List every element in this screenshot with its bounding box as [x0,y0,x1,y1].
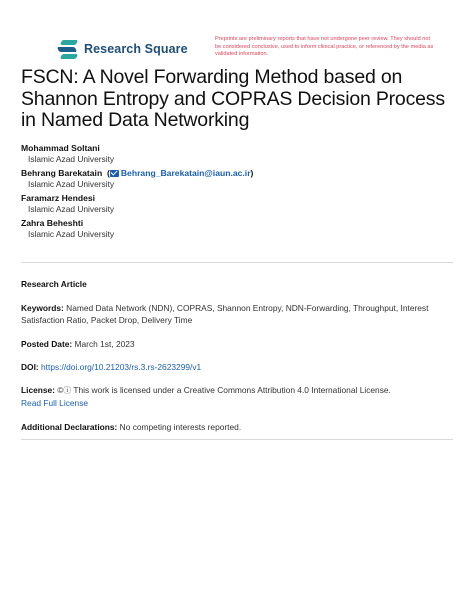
author-name: Zahra Beheshti [21,218,84,228]
article-type-value: Research Article [21,279,87,289]
declarations-value: No competing interests reported. [119,422,242,432]
author-item [21,218,451,240]
author-affiliation: Islamic Azad University [28,204,115,214]
keywords-label: Keywords: [21,303,64,313]
logo-icon [57,39,79,59]
additional-declarations [21,421,453,433]
research-square-logo[interactable] [57,39,188,59]
posted-date [21,338,453,350]
header [57,36,457,66]
keywords [21,302,453,326]
author-affiliation: Islamic Azad University [28,179,115,189]
license-text: This work is licensed under a Creative Commons Attribution 4.0 International License. [73,385,391,395]
license [21,384,453,409]
author-name: Behrang Barekatain [21,168,103,178]
logo-text: Research Square [84,42,188,56]
creative-commons-icon: ©ⓘ [57,386,72,395]
author-affiliation: Islamic Azad University [28,229,115,239]
doi-label: DOI: [21,362,39,372]
declarations-label: Additional Declarations: [21,422,118,432]
author-name-row: Behrang Barekatain ( Behrang_Barekatain@iaun.ac.ir) [21,168,254,178]
divider [21,439,453,440]
author-name: Mohammad Soltani [21,143,100,153]
author-affiliation: Islamic Azad University [28,154,115,164]
paper-title: FSCN: A Novel Forwarding Method based on Shannon Entropy and COPRAS Decision Process in Named Data Networking [21,66,445,131]
divider [21,262,453,263]
doi [21,361,453,373]
author-item [21,193,451,215]
keywords-value: Named Data Network (NDN), COPRAS, Shannon Entropy, NDN-Forwarding, Throughput, Interest Satisfaction Ratio, Packet Drop, Delivery Time [21,303,429,325]
read-full-license-link[interactable]: Read Full License [21,398,89,408]
author-email-link[interactable] [110,168,251,178]
preprint-disclaimer: Preprints are preliminary reports that have not undergone peer review. They should not be considered conclusive, used to inform clinical practice, or referenced by the media as validated information. [215,36,434,58]
author-list [21,143,451,243]
posted-date-label: Posted Date: [21,339,73,349]
doi-link[interactable]: https://doi.org/10.21203/rs.3.rs-2623299/v1 [41,362,202,372]
article-type [21,278,453,290]
author-item [21,143,451,165]
license-label: License: [21,385,55,395]
author-email: Behrang_Barekatain@iaun.ac.ir [120,168,251,178]
author-name: Faramarz Hendesi [21,193,96,203]
posted-date-value: March 1st, 2023 [74,339,135,349]
author-item [21,168,451,190]
mail-icon [110,170,119,177]
